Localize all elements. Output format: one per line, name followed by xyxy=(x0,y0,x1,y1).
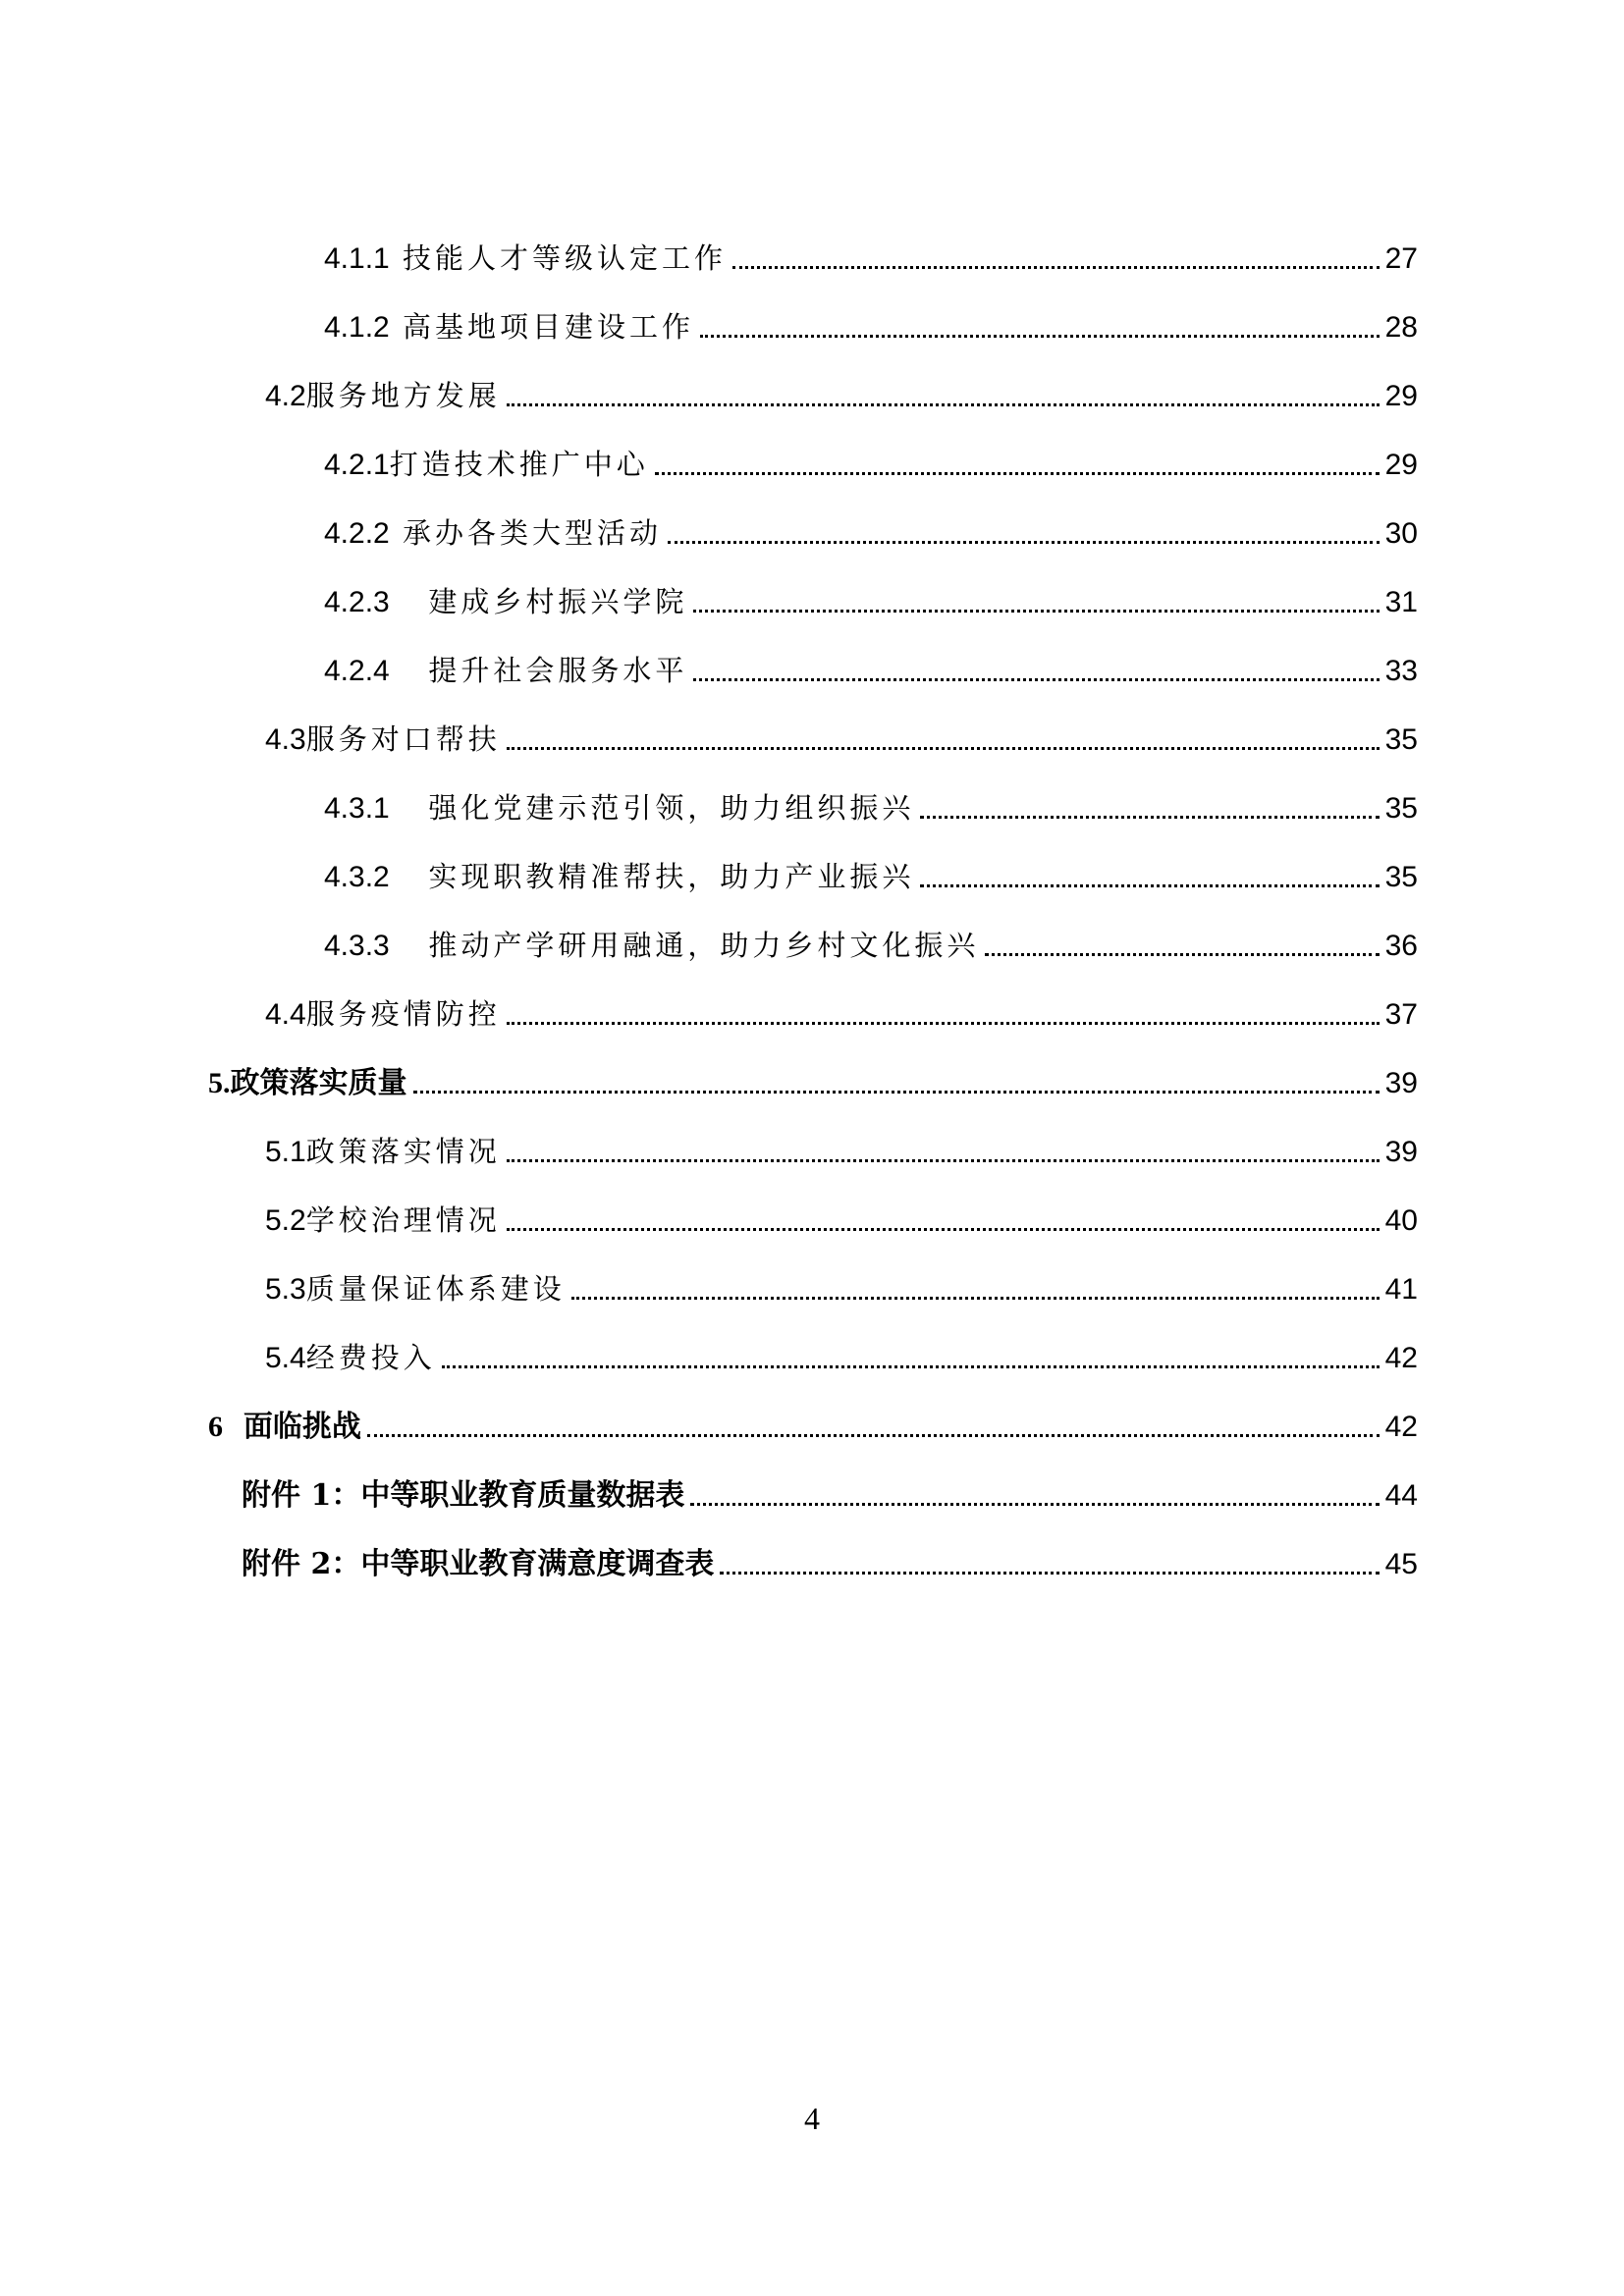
toc-page-number: 42 xyxy=(1384,1342,1418,1374)
toc-entry-4-1-1[interactable] xyxy=(324,228,1418,277)
dot-leader xyxy=(367,1434,1380,1437)
toc-page-number: 35 xyxy=(1384,723,1418,756)
toc-title: 服务疫情防控 xyxy=(305,997,501,1031)
toc-entry-4-3[interactable] xyxy=(265,709,1418,758)
dot-leader xyxy=(571,1297,1380,1300)
dot-leader xyxy=(693,678,1379,681)
toc-entry-4-2-4[interactable] xyxy=(324,640,1418,689)
toc-title: 服务地方发展 xyxy=(305,379,501,412)
toc-entry-4-1-2[interactable] xyxy=(324,296,1418,346)
toc-entry-4-2-1[interactable] xyxy=(324,434,1418,483)
toc-number: 4.3.1 xyxy=(324,792,390,825)
toc-entry-4-3-2[interactable] xyxy=(324,846,1418,895)
toc-number: 5.4 xyxy=(265,1342,306,1374)
toc-entry-4-4[interactable] xyxy=(265,984,1418,1033)
toc-number: 4.3 xyxy=(265,723,306,756)
toc-page-number: 28 xyxy=(1384,311,1418,344)
toc-entry-4-3-1[interactable] xyxy=(324,777,1418,827)
toc-title: 面临挑战 xyxy=(243,1410,361,1444)
dot-leader xyxy=(668,541,1380,544)
toc-title: 承办各类大型活动 xyxy=(402,516,662,550)
toc-page-number: 37 xyxy=(1384,998,1418,1031)
toc-title: 打造技术推广中心 xyxy=(389,448,649,481)
toc-title: 建成乡村振兴学院 xyxy=(428,585,688,618)
toc-number: 5.2 xyxy=(265,1204,306,1237)
dot-leader xyxy=(920,816,1379,819)
toc-title: 政策落实质量 xyxy=(230,1066,407,1100)
toc-title: 政策落实情况 xyxy=(305,1135,501,1168)
dot-leader xyxy=(720,1572,1379,1575)
toc-entry-5-2[interactable] xyxy=(265,1190,1418,1239)
toc-number: 附件 2： xyxy=(242,1547,361,1581)
dot-leader xyxy=(985,953,1379,956)
toc-title: 学校治理情况 xyxy=(305,1203,501,1237)
toc-title: 推动产学研用融通，助力乡村文化振兴 xyxy=(428,929,980,962)
toc-entry-5-4[interactable] xyxy=(265,1327,1418,1376)
toc-title: 中等职业教育满意度调查表 xyxy=(360,1547,715,1581)
toc-page-number: 42 xyxy=(1384,1411,1418,1443)
toc-page-number: 29 xyxy=(1384,449,1418,481)
toc-page-number: 33 xyxy=(1384,655,1418,687)
dot-leader xyxy=(693,610,1379,613)
toc-page-number: 44 xyxy=(1384,1479,1418,1512)
toc-number: 4.2 xyxy=(265,380,306,412)
toc-entry-4-2-3[interactable] xyxy=(324,571,1418,620)
toc-number: 4.3.3 xyxy=(324,930,390,962)
dot-leader xyxy=(690,1503,1379,1506)
toc-number: 4.2.3 xyxy=(324,586,390,618)
dot-leader xyxy=(655,472,1380,475)
toc-number: 4.2.2 xyxy=(324,517,390,550)
toc-page-number: 36 xyxy=(1384,930,1418,962)
toc-entry-6[interactable] xyxy=(208,1396,1418,1445)
toc-number: 4.4 xyxy=(265,998,306,1031)
toc-page-number: 41 xyxy=(1384,1273,1418,1306)
toc-page-number: 29 xyxy=(1384,380,1418,412)
dot-leader xyxy=(732,266,1380,269)
toc-number: 附件 1： xyxy=(242,1478,361,1513)
toc-page-number: 45 xyxy=(1384,1548,1418,1580)
toc-title: 服务对口帮扶 xyxy=(305,722,501,756)
toc-number: 4.2.1 xyxy=(324,449,390,481)
dot-leader xyxy=(442,1365,1380,1368)
toc-entry-appendix-2[interactable] xyxy=(242,1533,1418,1582)
page-number: 4 xyxy=(804,2101,820,2136)
toc-number: 4.1.1 xyxy=(324,242,390,275)
toc-page-number: 35 xyxy=(1384,861,1418,893)
dot-leader xyxy=(413,1091,1380,1094)
toc-title: 质量保证体系建设 xyxy=(305,1272,566,1306)
toc-page-number: 27 xyxy=(1384,242,1418,275)
toc-page-number: 39 xyxy=(1384,1136,1418,1168)
toc-entry-4-3-3[interactable] xyxy=(324,915,1418,964)
dot-leader xyxy=(507,1228,1380,1231)
toc-number: 5.3 xyxy=(265,1273,306,1306)
toc-title: 经费投入 xyxy=(305,1341,436,1374)
dot-leader xyxy=(700,335,1380,338)
toc-number: 6 xyxy=(208,1411,223,1443)
toc-number: 4.1.2 xyxy=(324,311,390,344)
toc-page-number: 40 xyxy=(1384,1204,1418,1237)
toc-number: 5.1 xyxy=(265,1136,306,1168)
toc-page-number: 39 xyxy=(1384,1067,1418,1099)
toc-title: 实现职教精准帮扶，助力产业振兴 xyxy=(428,860,915,893)
toc-title: 强化党建示范引领，助力组织振兴 xyxy=(428,791,915,825)
toc-entry-5-3[interactable] xyxy=(265,1258,1418,1308)
toc-number: 4.2.4 xyxy=(324,655,390,687)
dot-leader xyxy=(920,884,1379,887)
toc-entry-4-2-2[interactable] xyxy=(324,503,1418,552)
toc-title: 提升社会服务水平 xyxy=(428,654,688,687)
dot-leader xyxy=(507,1159,1380,1162)
dot-leader xyxy=(507,403,1380,406)
toc-number: 5. xyxy=(208,1067,231,1099)
toc-page-number: 30 xyxy=(1384,517,1418,550)
toc-page-number: 35 xyxy=(1384,792,1418,825)
toc-title: 中等职业教育质量数据表 xyxy=(360,1478,685,1513)
toc-number: 4.3.2 xyxy=(324,861,390,893)
toc-entry-4-2[interactable] xyxy=(265,365,1418,414)
toc-entry-5-1[interactable] xyxy=(265,1121,1418,1170)
dot-leader xyxy=(507,1022,1380,1025)
toc-page-number: 31 xyxy=(1384,586,1418,618)
toc-entry-appendix-1[interactable] xyxy=(242,1465,1418,1514)
toc-entry-5[interactable] xyxy=(208,1052,1418,1101)
toc-title: 技能人才等级认定工作 xyxy=(402,241,727,275)
toc-title: 高基地项目建设工作 xyxy=(402,310,694,344)
dot-leader xyxy=(507,747,1380,750)
